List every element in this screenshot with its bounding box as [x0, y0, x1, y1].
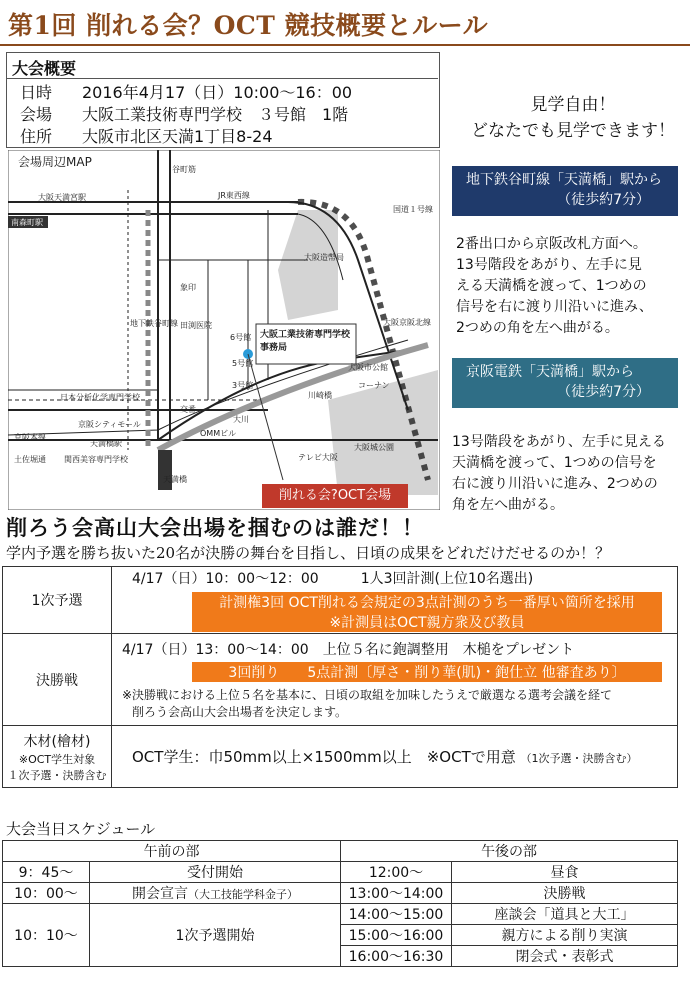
access-keihan-title: 京阪電鉄「天満橋」駅から [466, 364, 634, 380]
welcome-message [460, 92, 686, 144]
map-title: 会場周辺MAP [18, 155, 92, 169]
overview-label-venue: 会場 [20, 105, 53, 124]
am-event-1: 受付開始 [90, 862, 341, 883]
map-label-kawasaki: 川崎橋 [308, 391, 332, 400]
map-label-okawa: 大川 [233, 415, 249, 424]
overview-label-date: 日時 [20, 83, 53, 102]
map-label-koban: 交番 [180, 405, 196, 414]
map-label-konan: コーナン [358, 381, 390, 390]
wood-spec-note: （1次予選・決勝含む） [520, 752, 638, 765]
am-event-2-note: （大工技能学科金子） [188, 888, 298, 901]
access-subway-title: 地下鉄谷町線「天満橋」駅から [466, 172, 662, 188]
overview-heading: 大会概要 [12, 59, 77, 78]
map-label-bldg6: 6号館 [230, 333, 252, 342]
pm-event-2: 決勝戦 [452, 883, 678, 904]
access-keihan-walk: （徒歩約7分） [557, 384, 650, 400]
map-label-zouheikyoku: 大阪造幣局 [304, 253, 344, 262]
access-keihan-directions: 13号階段をあがり、左手に見える 天満橋を渡って、1つめの信号を 右に渡り川沿いに進み、2つめの 角を左へ曲がる。 [452, 434, 666, 513]
map-label-dosabori: 土佐堀通 [14, 455, 46, 464]
final-time: 4/17（日）13：00〜14：00 上位５名に鉋調整用 木槌をプレゼント [122, 642, 575, 658]
map-label-castle-park: 大阪城公園 [354, 443, 394, 452]
schedule-table [2, 840, 678, 967]
pm-event-3: 座談会「道具と大工」 [452, 904, 678, 925]
map-label-kansai-biyou: 関西美容専門学校 [64, 455, 128, 464]
access-subway-header [452, 166, 678, 216]
wood-sub-1: ※OCT学生対象 [18, 752, 96, 766]
map-label-keihan-main: 京阪本線 [14, 433, 46, 442]
map-label-bldg3: 3号館 [232, 381, 254, 390]
pm-time-4: 15:00〜16:00 [341, 925, 452, 946]
final-name: 決勝戦 [3, 634, 112, 726]
subheadline: 学内予選を勝ち抜いた20名が決勝の舞台を目指し、日頃の成果をどれだけだせるのか！？ [6, 544, 611, 562]
pm-time-1: 12:00〜 [341, 862, 452, 883]
schedule-pm-head: 午後の部 [341, 841, 678, 862]
map-label-minamimorimachi: 南森町駅 [11, 218, 43, 227]
overview-divider [6, 78, 438, 79]
pm-time-3: 14:00〜15:00 [341, 904, 452, 925]
welcome-line2: どなたでも見学できます！ [471, 121, 675, 141]
map-label-subway: 地下鉄谷町線 [130, 319, 178, 328]
overview-value-address: 大阪市北区天満1丁目8-24 [82, 127, 273, 146]
prelim-judges: ※計測員はOCT親方衆及び教員 [192, 612, 662, 632]
prelim-rule: 計測権3回 OCT削れる会規定の3点計測のうち一番厚い箇所を採用 [192, 592, 662, 612]
map-label-bldg5: 5号館 [232, 359, 254, 368]
map-school-name: 大阪工業技術専門学校 [260, 330, 351, 340]
am-time-3: 10：10〜 [3, 904, 90, 967]
page-title: 第1回 削れる会？OCT 競技概要とルール [8, 11, 489, 40]
map-label-tv: テレビ大阪 [298, 453, 338, 462]
map-label-tenmangu: 大阪天満宮駅 [38, 193, 86, 202]
map-label-tenmabashi: 天満橋 [163, 475, 187, 484]
schedule-am-head: 午前の部 [3, 841, 341, 862]
title-divider [0, 44, 690, 46]
competition-table [2, 566, 678, 788]
pm-event-4: 親方による削り実演 [452, 925, 678, 946]
map-label-tanimachi: 谷町筋 [172, 165, 196, 174]
map-venue-tag: 削れる会?OCT会場 [262, 484, 408, 508]
pm-event-1: 昼食 [452, 862, 678, 883]
pm-time-5: 16:00〜16:30 [341, 946, 452, 967]
access-subway-directions: 2番出口から京阪改札方面へ。 13号階段をあがり、左手に見 える天満橋を渡って、1つめの 信号を右に渡り川沿いに進み、 2つめの角を左へ曲がる。 [456, 236, 653, 336]
map-label-route1: 国道１号線 [393, 205, 433, 214]
am-event-2: 開会宣言 [132, 886, 188, 902]
wood-spec: OCT学生：巾50mm以上×1500mm以上 ※OCTで用意 [132, 748, 516, 766]
map-label-shouin: 象印 [180, 283, 196, 292]
headline: 削ろう会高山大会出場を掴むのは誰だ！！ [6, 516, 424, 540]
overview-label-address: 住所 [20, 127, 53, 146]
prelim-name: 1次予選 [3, 567, 112, 634]
map-label-tenmabashi-station: 天満橋駅 [90, 439, 122, 448]
welcome-line1: 見学自由！ [530, 95, 616, 115]
schedule-title: 大会当日スケジュール [6, 820, 156, 838]
map-school-office: 事務局 [260, 343, 288, 353]
area-map [8, 150, 440, 510]
overview-value-date: 2016年4月17（日）10:00〜16：00 [82, 83, 353, 102]
final-rule: 3回削り 5点計測〔厚さ・削り華(肌)・鉋仕立 他審査あり〕 [192, 662, 662, 682]
am-time-1: 9：45〜 [3, 862, 90, 883]
map-label-jr: JR東西線 [218, 191, 250, 200]
am-event-3: 1次予選開始 [90, 904, 341, 967]
map-label-bunseki: 日本分析化学専門学校 [60, 393, 140, 402]
am-time-2: 10：00〜 [3, 883, 90, 904]
final-note-1: ※決勝戦における上位５名を基本に、日頃の取組を加味したうえで厳選なる選考会議を経て [122, 688, 613, 702]
pm-event-5: 閉会式・表彰式 [452, 946, 678, 967]
overview-value-venue: 大阪工業技術専門学校 ３号館 1階 [82, 105, 349, 124]
final-note-2: 削ろう会高山大会出場者を決定します。 [132, 705, 348, 719]
map-label-tabuchi: 田渕医院 [180, 321, 212, 330]
wood-sub-2: １次予選・決勝含む [7, 768, 107, 782]
access-keihan-header [452, 358, 678, 408]
wood-name: 木材(檜材) [23, 733, 91, 750]
map-label-koumin: 大阪市公館 [348, 363, 388, 372]
map-label-keihan-line: 大阪京阪北線 [383, 318, 431, 327]
access-subway-walk: （徒歩約7分） [557, 192, 650, 208]
prelim-time: 4/17（日）10：00〜12：00 1人3回計測(上位10名選出) [132, 571, 534, 587]
map-label-keihan-city: 京阪シティモール [78, 420, 141, 429]
map-label-omm: OMMビル [200, 429, 237, 438]
pm-time-2: 13:00〜14:00 [341, 883, 452, 904]
